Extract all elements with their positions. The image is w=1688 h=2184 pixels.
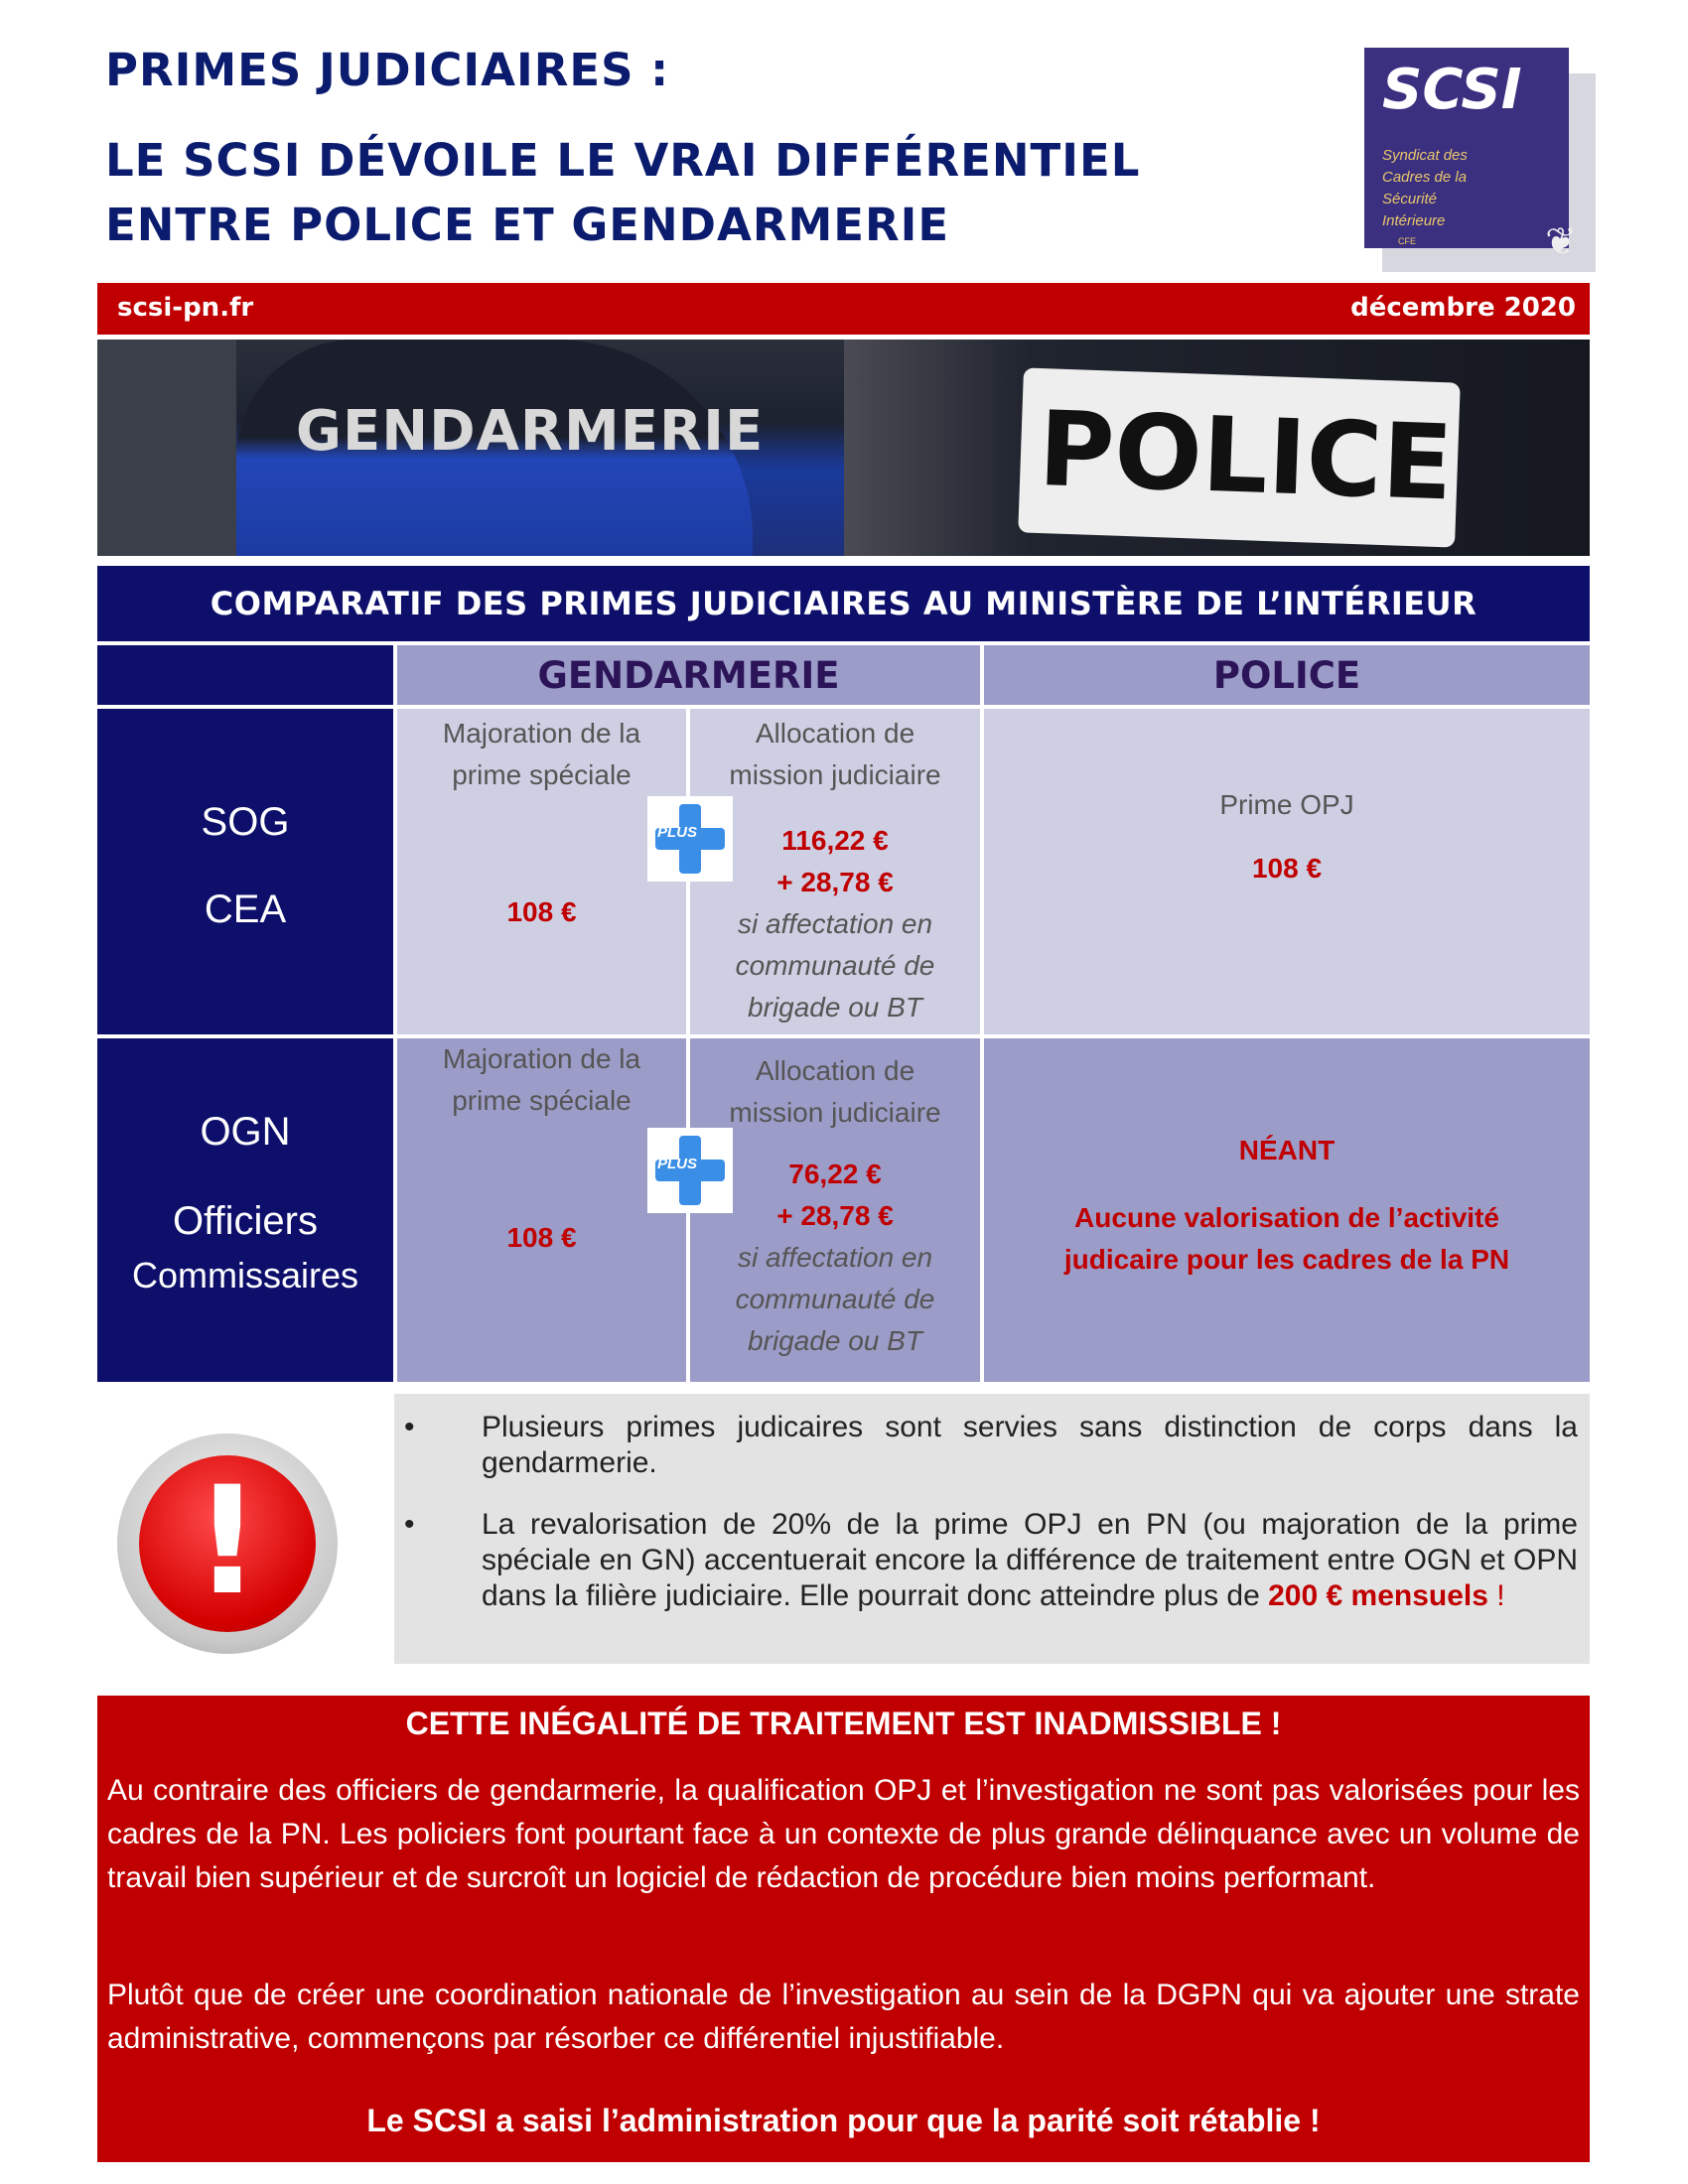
photo-shadow <box>97 340 236 556</box>
logo-small-mark: CFE <box>1398 236 1416 246</box>
row-label-ogn <box>97 1038 393 1382</box>
row1-pn-prime-opj <box>984 709 1590 1034</box>
row2-label-1: OGN <box>200 1110 291 1154</box>
conclusion-heading: CETTE INÉGALITÉ DE TRAITEMENT EST INADMISSIBLE ! <box>405 1706 1282 1741</box>
row1-gn-majoration <box>397 709 686 1034</box>
logo-subtitle-1: Syndicat des <box>1382 147 1468 164</box>
row1-gn-b-amount1: 116,22 € <box>781 825 889 856</box>
header-band <box>97 283 1590 335</box>
col-header-gendarmerie: GENDARMERIE <box>397 645 980 705</box>
conclusion-paragraph-1: Au contraire des officiers de gendarmerie, la qualification OPJ et l’investigation ne sont pas valorisées pour les cadres de la PN. Les policiers font pourtant face à un contexte de plus grande délinquance avec un volume de travail bien supérieur et de surcroît un logiciel de rédaction de procédure bien moins performant. <box>107 1774 1580 1894</box>
row1-pn-amount: 108 € <box>1251 853 1323 884</box>
row1-gn-a-amount: 108 € <box>506 896 577 927</box>
bullet-1-text: Plusieurs primes judicaires sont servies sans distinction de corps dans la gendarmerie. <box>482 1411 1578 1479</box>
row1-gn-b-note: si affectation en communauté de brigade ou BT <box>735 908 935 1023</box>
row2-gn-a-amount: 108 € <box>506 1222 577 1253</box>
bullet-item <box>394 1507 1590 1614</box>
row2-gn-b-amount2: + 28,78 € <box>776 1200 894 1231</box>
row2-gn-b-amount1: 76,22 € <box>788 1159 882 1189</box>
row-label-sog-cea <box>97 709 393 1034</box>
laurel-icon: ❦ <box>1545 221 1577 263</box>
logo-name: SCSI <box>1382 58 1522 122</box>
row1-gn-b-amount2: + 28,78 € <box>776 867 894 897</box>
col-header-police: POLICE <box>984 645 1590 705</box>
conclusion-box <box>97 1696 1590 2162</box>
gendarmerie-label: GENDARMERIE <box>296 399 765 464</box>
row2-gn-a-title: Majoration de la prime spéciale <box>442 1043 641 1116</box>
row2-gn-allocation <box>690 1038 980 1382</box>
bullet-2-text: La revalorisation de 20% de la prime OPJ en PN (ou majoration de la prime spéciale en GN) accentuerait encore la différence de traitement entre OGN et OPN dans la filière judiciaire. Elle pourrait donc atteindre plus de <box>482 1508 1578 1612</box>
bullet-dot: • <box>404 1411 415 1443</box>
title-line-2: LE SCSI DÉVOILE LE VRAI DIFFÉRENTIEL <box>105 134 1141 187</box>
row2-gn-majoration <box>397 1038 686 1382</box>
plus-badge-icon <box>647 796 733 882</box>
website-link[interactable]: scsi-pn.fr <box>117 293 254 323</box>
bullet-2-end: ! <box>1487 1579 1505 1612</box>
row1-gn-allocation <box>690 709 980 1034</box>
row2-gn-b-title: Allocation de mission judiciaire <box>729 1055 941 1128</box>
publication-date: décembre 2020 <box>1350 293 1576 323</box>
row2-pn-text: Aucune valorisation de l’activité judicaire pour les cadres de la PN <box>1063 1202 1510 1275</box>
row2-pn-neant <box>984 1038 1590 1382</box>
logo-subtitle <box>1382 145 1531 232</box>
title-line-3: ENTRE POLICE ET GENDARMERIE <box>105 199 950 251</box>
row1-pn-title: Prime OPJ <box>1219 789 1354 820</box>
logo-subtitle-4: Intérieure <box>1382 212 1446 229</box>
bullet-dot: • <box>404 1508 415 1541</box>
table-title: COMPARATIF DES PRIMES JUDICIAIRES AU MINISTÈRE DE L’INTÉRIEUR <box>97 566 1590 641</box>
plus-label: PLUS <box>657 824 698 841</box>
bullet-item <box>394 1410 1590 1481</box>
scsi-logo <box>1364 48 1577 263</box>
row1-label-2: CEA <box>204 887 287 931</box>
police-photo <box>844 340 1590 556</box>
row2-gn-b-note: si affectation en communauté de brigade ou BT <box>735 1242 935 1356</box>
title-line-1: PRIMES JUDICIAIRES : <box>105 44 670 96</box>
row2-label-2: Officiers <box>173 1199 318 1243</box>
plus-label: PLUS <box>657 1156 698 1172</box>
row2-label-3: Commissaires <box>131 1255 359 1296</box>
conclusion-paragraph-2: Plutôt que de créer une coordination nationale de l’investigation au sein de la DGPN qui va ajouter une strate administrative, commençons par résorber ce différentiel injustifiable. <box>107 1979 1580 2055</box>
bullet-2-highlight: 200 € mensuels <box>1268 1579 1488 1612</box>
warning-bullets <box>394 1394 1590 1664</box>
row1-gn-b-title: Allocation de mission judiciaire <box>729 718 941 790</box>
warning-exclamation-icon <box>117 1433 338 1654</box>
table-corner <box>97 645 393 705</box>
police-patch <box>1018 367 1461 547</box>
warning-disc <box>139 1455 316 1632</box>
logo-subtitle-3: Sécurité <box>1382 191 1438 207</box>
row2-pn-title: NÉANT <box>1238 1135 1336 1165</box>
plus-badge-icon <box>647 1128 733 1213</box>
logo-subtitle-2: Cadres de la <box>1382 169 1468 186</box>
police-label: POLICE <box>1037 387 1456 524</box>
exclamation-mark: ! <box>193 1455 262 1628</box>
row1-label-1: SOG <box>201 800 290 844</box>
gendarmerie-photo <box>97 340 844 556</box>
conclusion-footer: Le SCSI a saisi l’administration pour que la parité soit rétablie ! <box>366 2103 1321 2138</box>
row1-gn-a-title: Majoration de la prime spéciale <box>442 718 641 790</box>
